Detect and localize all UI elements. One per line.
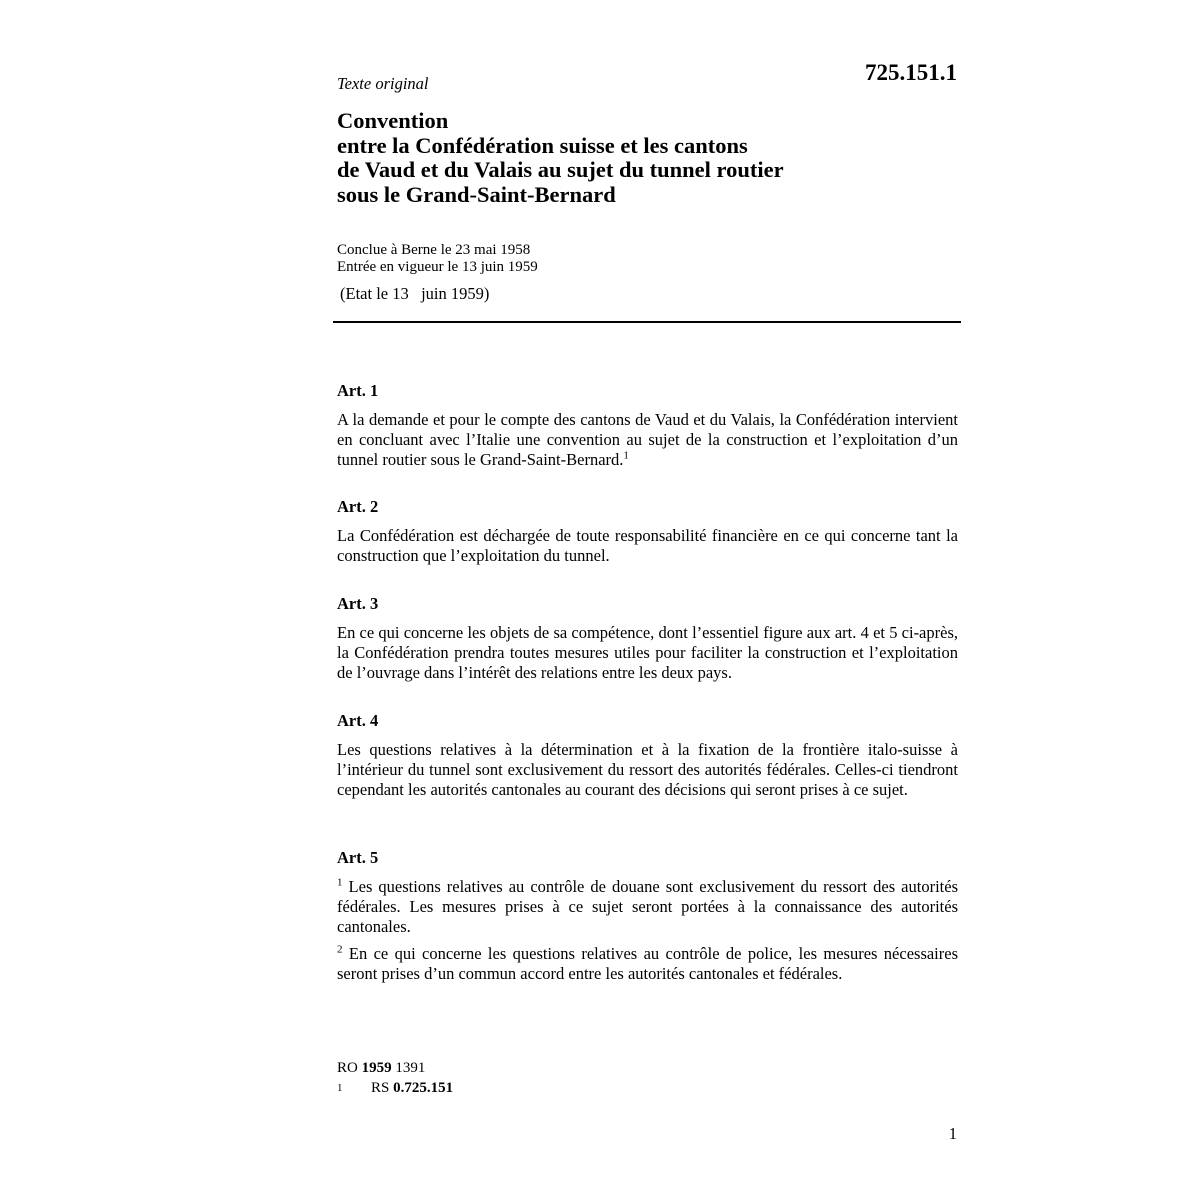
- footnote-reference[interactable]: 1: [623, 449, 629, 462]
- ro-prefix: RO: [337, 1060, 358, 1076]
- paragraph-number: 2: [337, 943, 343, 956]
- title-line: entre la Confédération suisse et les cantons: [337, 132, 748, 158]
- article-4: [337, 711, 958, 800]
- article-1: [337, 381, 958, 470]
- state-date: (Etat le 13 juin 1959): [340, 284, 490, 303]
- article-text: [337, 410, 958, 470]
- article-text-content: A la demande et pour le compte des cantons de Vaud et du Valais, la Confédération intervient en concluant avec l’Italie une convention au sujet de la construction et l’exploitation d’un tunnel routier sous le Grand-Saint-Bernard.: [337, 410, 958, 469]
- document-title: [337, 109, 784, 207]
- article-heading: Art. 5: [337, 848, 379, 867]
- header-divider: [333, 321, 961, 323]
- paragraph-number: 1: [337, 876, 343, 889]
- classification-number: 725.151.1: [865, 60, 957, 85]
- footnote-reference-number: 0.725.151: [393, 1080, 454, 1096]
- article-2: [337, 497, 958, 566]
- concluded-date: Conclue à Berne le 23 mai 1958: [337, 242, 531, 258]
- article-text: La Confédération est déchargée de toute responsabilité financière en ce qui concerne tant la construction que l’exploitation du tunnel.: [337, 526, 958, 565]
- article-heading: Art. 2: [337, 497, 379, 516]
- article-paragraph: [337, 944, 958, 984]
- official-compilation-ref: [337, 1058, 453, 1078]
- article-5: [337, 848, 958, 984]
- ro-year: 1959: [361, 1060, 392, 1076]
- article-heading: Art. 4: [337, 711, 379, 730]
- article-3: [337, 594, 958, 683]
- document-page: [337, 0, 961, 1200]
- footnote-item: [337, 1078, 453, 1098]
- article-text: En ce qui concerne les objets de sa compétence, dont l’essentiel figure aux art. 4 et 5 ci-après, la Confédération prendra toutes mesures utiles pour faciliter la construction et l’exploitation de l’ouvrage dans l’intérêt des relations entre les deux pays.: [337, 623, 958, 682]
- article-heading: Art. 3: [337, 594, 379, 613]
- article-paragraph: [337, 877, 958, 937]
- paragraph-text: En ce qui concerne les questions relatives au contrôle de police, les mesures nécessaires seront prises d’un commun accord entre les autorités cantonales et fédérales.: [337, 944, 959, 983]
- paragraph-text: Les questions relatives au contrôle de douane sont exclusivement du ressort des autorités fédérales. Les mesures prises à ce sujet seront portées à la connaissance des autorités cantonales.: [337, 877, 959, 936]
- article-text: Les questions relatives à la détermination et à la fixation de la frontière italo-suisse à l’intérieur du tunnel sont exclusivement du ressort des autorités fédérales. Celles-ci tiendront cependant les autorités cantonales au courant des décisions qui seront prises à ce sujet.: [337, 740, 958, 799]
- page-number: 1: [948, 1124, 957, 1143]
- title-line: Convention: [337, 108, 449, 133]
- footnote-marker: 1: [337, 1082, 343, 1094]
- footnote-prefix: RS: [371, 1080, 390, 1096]
- article-heading: Art. 1: [337, 381, 379, 400]
- title-line: sous le Grand-Saint-Bernard: [337, 181, 616, 207]
- footnotes: [337, 1058, 453, 1098]
- entry-into-force-date: Entrée en vigueur le 13 juin 1959: [337, 259, 538, 275]
- text-status-label: Texte original: [337, 74, 429, 93]
- ro-page: 1391: [395, 1060, 426, 1076]
- title-line: de Vaud et du Valais au sujet du tunnel routier: [337, 157, 784, 182]
